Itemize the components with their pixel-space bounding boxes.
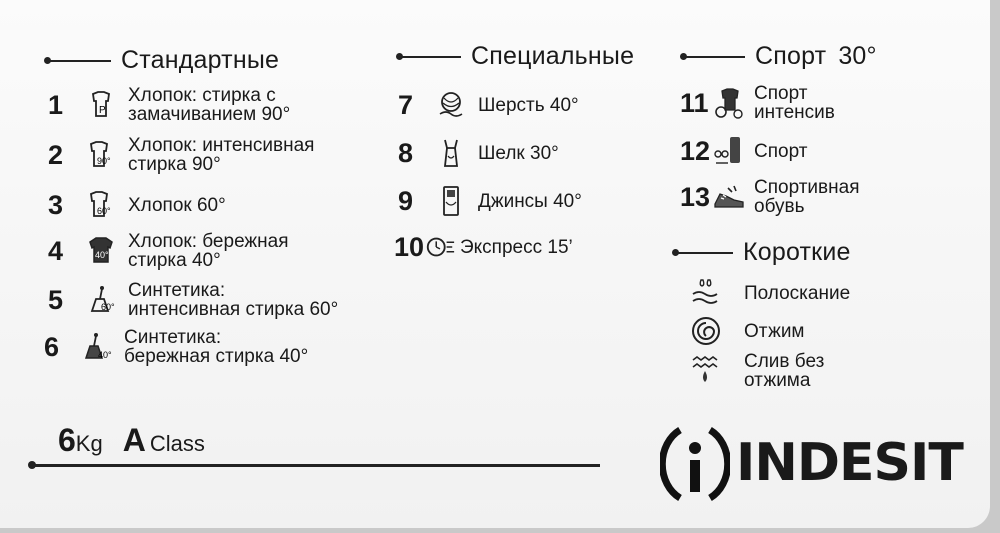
program-item-4 bbox=[48, 232, 288, 270]
short-program-label: Полоскание bbox=[744, 282, 851, 304]
energy-class-word: Class bbox=[149, 431, 205, 456]
spin-icon bbox=[684, 312, 728, 350]
short-program-label: Отжим bbox=[744, 320, 805, 342]
section-title: Специальные bbox=[471, 42, 635, 70]
capacity-unit: Kg bbox=[75, 431, 103, 456]
program-label: Шелк 30° bbox=[478, 142, 559, 164]
program-number: 13 bbox=[680, 181, 711, 212]
section-title: Спорт bbox=[755, 42, 827, 70]
short-item-spin bbox=[684, 312, 805, 350]
synthetic-40-icon bbox=[78, 328, 116, 366]
header-rule bbox=[49, 60, 111, 62]
program-label: Спортивная обувь bbox=[754, 177, 860, 217]
program-item-2 bbox=[48, 136, 314, 174]
wool-icon bbox=[432, 86, 470, 124]
program-number: 2 bbox=[48, 139, 64, 170]
program-number: 3 bbox=[48, 189, 64, 220]
shirt-60-icon bbox=[82, 186, 120, 224]
program-number: 6 bbox=[44, 331, 60, 362]
program-label: Хлопок: стирка с замачиванием 90° bbox=[128, 85, 291, 125]
program-number: 4 bbox=[48, 235, 64, 266]
svg-text:40°: 40° bbox=[95, 250, 109, 260]
program-label: Хлопок: бережная стирка 40° bbox=[128, 231, 289, 271]
program-item-8 bbox=[398, 134, 559, 172]
section-header-standard bbox=[44, 46, 279, 75]
program-label: Хлопок 60° bbox=[128, 194, 226, 216]
program-label: Синтетика: бережная стирка 40° bbox=[124, 327, 309, 367]
header-rule bbox=[401, 56, 461, 58]
header-rule bbox=[677, 252, 733, 254]
program-number: 7 bbox=[398, 89, 414, 120]
program-item-3 bbox=[48, 186, 226, 224]
short-item-drain bbox=[684, 352, 824, 390]
express-icon bbox=[424, 228, 456, 266]
program-item-10 bbox=[394, 228, 573, 266]
brand-logo bbox=[660, 418, 963, 508]
sport-icon bbox=[710, 132, 748, 170]
capacity-label bbox=[58, 422, 225, 459]
program-item-11 bbox=[680, 84, 835, 122]
brand-name: INDESIT bbox=[736, 433, 963, 493]
program-label: Спорт bbox=[754, 140, 808, 162]
sport-temperature: 30° bbox=[838, 42, 877, 70]
energy-class-letter: A bbox=[122, 422, 146, 458]
program-number: 5 bbox=[48, 284, 64, 315]
section-header-sport bbox=[680, 42, 877, 71]
program-number: 10 bbox=[394, 231, 425, 262]
section-title: Стандартные bbox=[121, 46, 280, 74]
short-program-label: Слив без отжима bbox=[744, 351, 825, 391]
program-item-1 bbox=[48, 86, 290, 124]
program-label: Экспресс 15’ bbox=[460, 236, 573, 258]
sport-shoes-icon bbox=[710, 178, 748, 216]
capacity-value: 6 bbox=[58, 422, 76, 458]
sport-intensive-icon bbox=[710, 84, 748, 122]
section-header-short bbox=[672, 238, 851, 267]
synthetic-60-icon bbox=[82, 281, 120, 319]
program-item-9 bbox=[398, 182, 582, 220]
drain-icon bbox=[684, 352, 728, 390]
svg-text:40°: 40° bbox=[98, 350, 112, 360]
program-number: 9 bbox=[398, 185, 414, 216]
silk-icon bbox=[432, 134, 470, 172]
svg-text:60°: 60° bbox=[97, 206, 111, 216]
header-rule bbox=[685, 56, 745, 58]
program-item-6 bbox=[44, 328, 308, 366]
shirt-40-icon bbox=[82, 232, 120, 270]
shirt-90-icon bbox=[82, 136, 120, 174]
program-label: Синтетика: интенсивная стирка 60° bbox=[128, 280, 339, 320]
program-label: Хлопок: интенсивная стирка 90° bbox=[128, 135, 315, 175]
bullet-dot bbox=[28, 461, 36, 469]
program-number: 8 bbox=[398, 137, 414, 168]
section-title: Короткие bbox=[743, 238, 851, 266]
program-item-5 bbox=[48, 281, 338, 319]
program-label: Джинсы 40° bbox=[478, 190, 582, 212]
short-item-rinse bbox=[684, 274, 850, 312]
rinse-icon bbox=[684, 274, 728, 312]
svg-text:P: P bbox=[99, 105, 106, 116]
svg-text:90°: 90° bbox=[97, 156, 111, 166]
jeans-icon bbox=[432, 182, 470, 220]
program-number: 1 bbox=[48, 89, 64, 120]
program-item-13 bbox=[680, 178, 859, 216]
program-item-7 bbox=[398, 86, 579, 124]
program-label: Шерсть 40° bbox=[478, 94, 579, 116]
section-header-special bbox=[396, 42, 634, 71]
bottom-rule bbox=[32, 464, 600, 467]
program-item-12 bbox=[680, 132, 807, 170]
program-number: 12 bbox=[680, 135, 711, 166]
program-number: 11 bbox=[680, 87, 709, 118]
svg-text:60°: 60° bbox=[101, 302, 115, 312]
shirt-p-icon bbox=[82, 86, 120, 124]
brand-logo-symbol-icon bbox=[660, 418, 730, 508]
program-label: Спорт интенсив bbox=[754, 83, 835, 123]
